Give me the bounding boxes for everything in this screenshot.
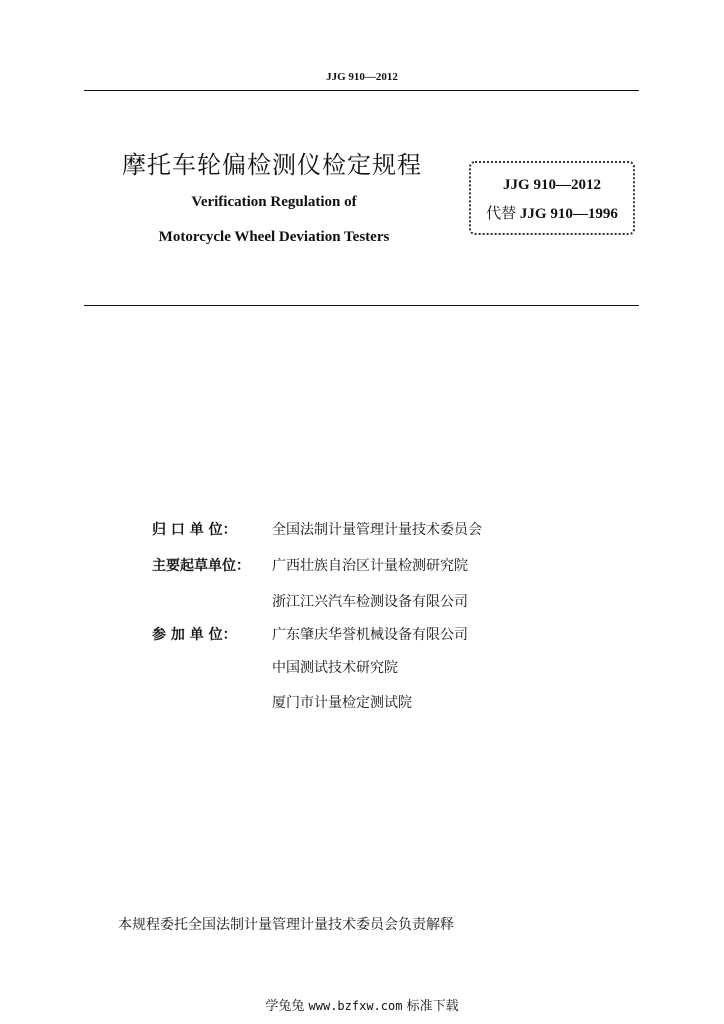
participating-unit-value-3: 厦门市计量检定测试院 <box>272 695 412 711</box>
title-english-line1: Verification Regulation of <box>191 194 357 210</box>
watermark-suffix: 标准下载 <box>406 999 459 1014</box>
responsible-unit-label: 归 口 单 位： <box>152 522 237 538</box>
participating-unit-label: 参 加 单 位： <box>152 627 237 643</box>
participating-unit-value-1: 广东肇庆华誉机械设备有限公司 <box>272 627 468 643</box>
interpretation-note: 本规程委托全国法制计量管理计量技术委员会负责解释 <box>118 917 454 933</box>
drafting-unit-value-2: 浙江江兴汽车检测设备有限公司 <box>272 594 468 610</box>
title-chinese: 摩托车轮偏检测仪检定规程 <box>122 151 422 179</box>
participating-unit-value-2: 中国测试技术研究院 <box>272 660 398 676</box>
responsible-unit-row <box>152 519 482 539</box>
drafting-unit-label: 主要起草单位： <box>152 558 250 574</box>
replaces-code: JJG 910—1996 <box>519 206 618 222</box>
current-code: JJG 910—2012 <box>503 177 601 193</box>
code-box <box>469 161 635 235</box>
watermark-prefix: 学兔兔 <box>265 999 305 1014</box>
top-rule <box>84 90 639 91</box>
participating-unit-row <box>152 624 468 644</box>
replaces-code-line <box>469 202 635 223</box>
drafting-unit-value-1: 广西壮族自治区计量检测研究院 <box>272 558 468 574</box>
responsible-unit-value: 全国法制计量管理计量技术委员会 <box>272 522 482 538</box>
title-english-line2: Motorcycle Wheel Deviation Testers <box>158 229 390 245</box>
replaces-prefix: 代替 <box>486 204 517 222</box>
watermark <box>0 995 724 1014</box>
header-code: JJG 910—2012 <box>326 71 398 83</box>
middle-rule <box>84 305 639 306</box>
drafting-unit-row <box>152 555 468 575</box>
watermark-url: www.bzfxw.com <box>308 999 403 1013</box>
